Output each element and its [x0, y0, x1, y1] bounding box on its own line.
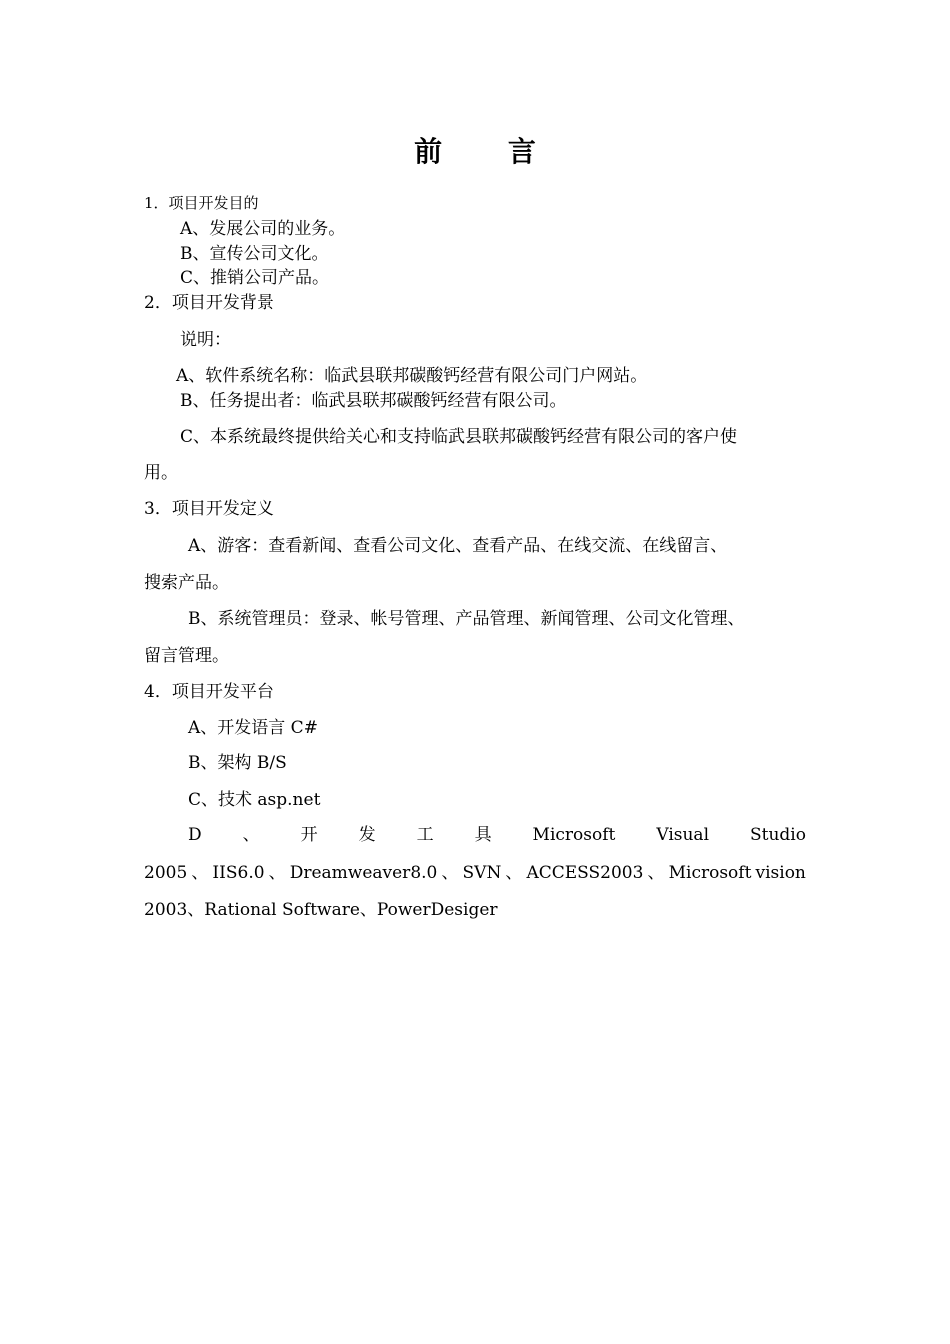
section-4-item-b: B、架构 B/S: [188, 753, 287, 773]
tool-token: Studio: [750, 825, 806, 845]
section-4-item-c: C、技术 asp.net: [188, 790, 321, 810]
tool-token: 、: [242, 825, 260, 845]
tool-token: 具: [474, 825, 492, 845]
tool-token: Dreamweaver8.0: [289, 863, 438, 883]
section-3-heading: 3．项目开发定义: [144, 499, 274, 519]
section-2-item-c-line1: C、本系统最终提供给关心和支持临武县联邦碳酸钙经营有限公司的客户使: [180, 427, 738, 447]
section-3-item-a-line1: A、游客：查看新闻、查看公司文化、查看产品、在线交流、在线留言、: [188, 536, 728, 556]
tool-token: 开: [300, 825, 318, 845]
tool-token: IIS6.0: [212, 863, 265, 883]
section-4-item-a: A、开发语言 C#: [188, 718, 318, 738]
tool-token: 、: [268, 863, 286, 883]
section-2-heading: 2．项目开发背景: [144, 293, 274, 313]
section-3-item-a-line2: 搜索产品。: [144, 573, 229, 593]
section-3-item-b-line1: B、系统管理员：登录、帐号管理、产品管理、新闻管理、公司文化管理、: [188, 609, 745, 629]
section-2-item-a: A、软件系统名称：临武县联邦碳酸钙经营有限公司门户网站。: [176, 366, 648, 386]
section-4-heading: 4．项目开发平台: [144, 682, 274, 702]
section-1-heading: 1．项目开发目的: [144, 194, 259, 212]
tool-token: 、: [191, 863, 209, 883]
section-1-item-c: C、推销公司产品。: [180, 268, 330, 288]
tool-token: Microsoft: [532, 825, 616, 845]
tool-token: 发: [358, 825, 376, 845]
tool-token: SVN: [462, 863, 502, 883]
tool-token: 、: [647, 863, 665, 883]
tool-token: Visual: [656, 825, 710, 845]
tool-token: ACCESS2003: [526, 863, 644, 883]
section-4-item-d-line2: [144, 861, 806, 885]
section-2-note: 说明：: [180, 330, 231, 350]
tool-token: 、: [505, 863, 523, 883]
section-4-item-d-line1: [188, 823, 806, 847]
section-2-item-b: B、任务提出者：临武县联邦碳酸钙经营有限公司。: [180, 391, 567, 411]
section-4-item-d-line3: 2003、Rational Software、PowerDesiger: [144, 900, 498, 920]
section-1-item-a: A、发展公司的业务。: [180, 219, 346, 239]
section-1-item-b: B、宣传公司文化。: [180, 244, 329, 264]
tool-token: D: [188, 825, 202, 845]
tool-token: 、: [441, 863, 459, 883]
tool-token: vision: [755, 863, 806, 883]
tool-token: 工: [416, 825, 434, 845]
tool-token: 2005: [144, 863, 188, 883]
page-title: 前 言: [414, 135, 564, 168]
section-2-item-c-line2: 用。: [144, 463, 178, 483]
section-3-item-b-line2: 留言管理。: [144, 646, 229, 666]
tool-token: Microsoft: [668, 863, 752, 883]
